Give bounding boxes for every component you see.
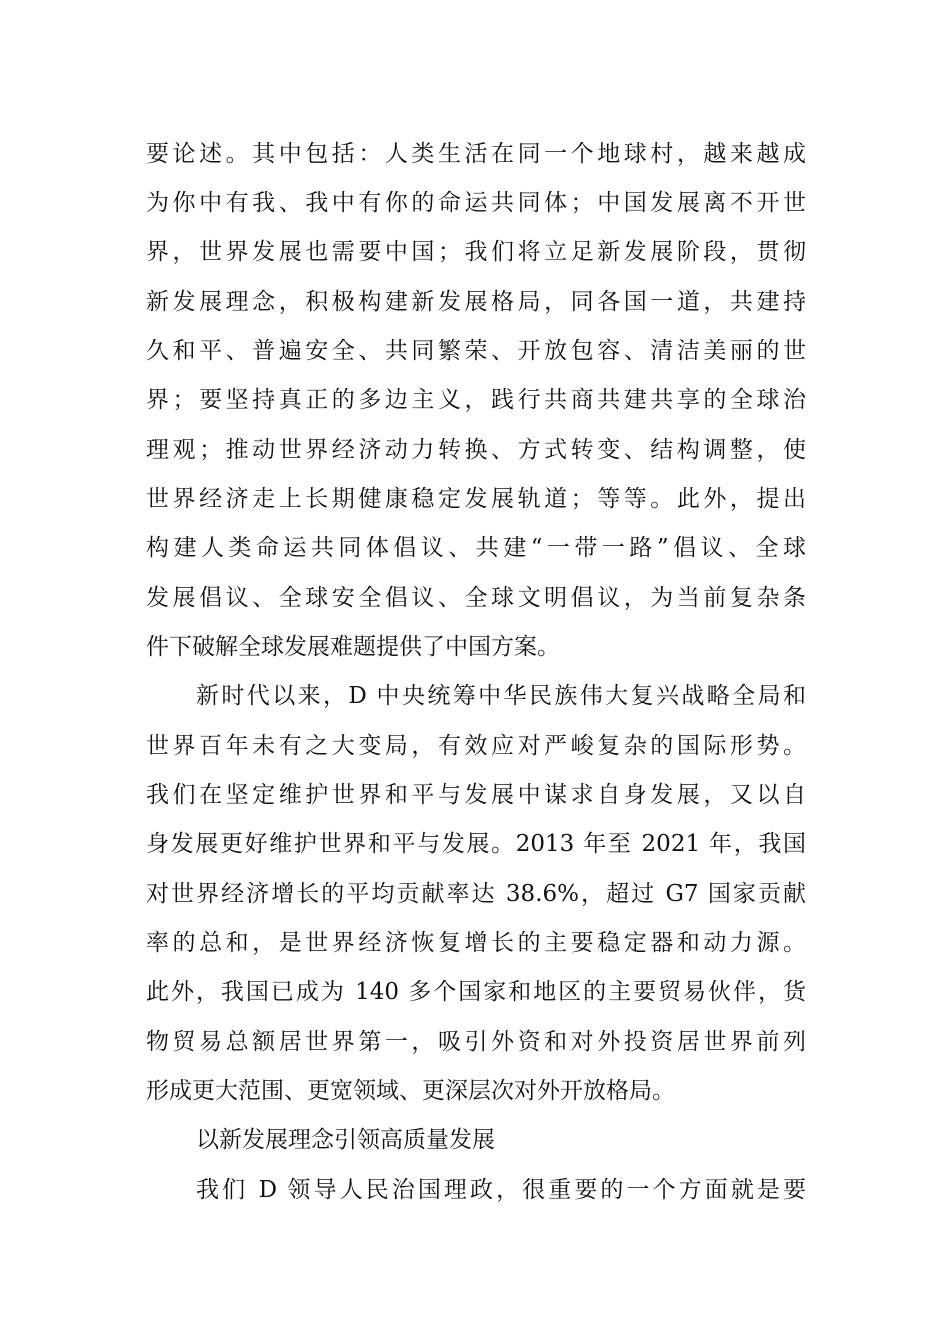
paragraph-2-line-9: 形成更大范围、更宽领域、更深层次对外开放格局。 <box>146 1078 675 1104</box>
paragraph-1-line-4: 新发展理念，积极构建新发展格局，同各国一道，共建持 <box>146 289 806 315</box>
paragraph-1-line-1: 要论述。其中包括：人类生活在同一个地球村，越来越成 <box>146 141 806 167</box>
paragraph-1-line-5: 久和平、普遍安全、共同繁荣、开放包容、清洁美丽的世 <box>146 338 806 364</box>
paragraph-1-line-6: 界；要坚持真正的多边主义，践行共商共建共享的全球治 <box>146 387 806 413</box>
paragraph-2-line-8: 物贸易总额居世界第一，吸引外资和对外投资居世界前列 <box>146 1029 806 1055</box>
paragraph-1-line-7: 理观；推动世界经济动力转换、方式转变、结构调整，使 <box>146 437 806 463</box>
paragraph-1-line-8: 世界经济走上长期健康稳定发展轨道；等等。此外，提出 <box>146 486 806 512</box>
paragraph-1-line-2: 为你中有我、我中有你的命运共同体；中国发展离不开世 <box>146 190 806 216</box>
paragraph-2-line-2: 世界百年未有之大变局，有效应对严峻复杂的国际形势。 <box>146 733 806 759</box>
paragraph-2-line-7: 此外，我国已成为 140 多个国家和地区的主要贸易伙伴，货 <box>146 979 806 1005</box>
paragraph-2-line-3: 我们在坚定维护世界和平与发展中谋求自身发展，又以自 <box>146 782 806 808</box>
paragraph-2-line-4: 身发展更好维护世界和平与发展。2013 年至 2021 年，我国 <box>146 831 806 857</box>
paragraph-2-line-6: 率的总和，是世界经济恢复增长的主要稳定器和动力源。 <box>146 930 806 956</box>
paragraph-2-line-5: 对世界经济增长的平均贡献率达 38.6%，超过 G7 国家贡献 <box>146 881 806 907</box>
paragraph-1-line-9: 构建人类命运共同体倡议、共建“一带一路”倡议、全球 <box>146 535 806 561</box>
paragraph-1-line-11: 件下破解全球发展难题提供了中国方案。 <box>146 634 560 660</box>
section-heading: 以新发展理念引领高质量发展 <box>196 1127 495 1153</box>
paragraph-2-line-1: 新时代以来，D 中央统筹中华民族伟大复兴战略全局和 <box>196 683 806 709</box>
paragraph-1-line-10: 发展倡议、全球安全倡议、全球文明倡议，为当前复杂条 <box>146 585 806 611</box>
paragraph-3-line-1: 我们 D 领导人民治国理政，很重要的一个方面就是要 <box>196 1177 806 1203</box>
paragraph-1-line-3: 界，世界发展也需要中国；我们将立足新发展阶段，贯彻 <box>146 239 806 265</box>
